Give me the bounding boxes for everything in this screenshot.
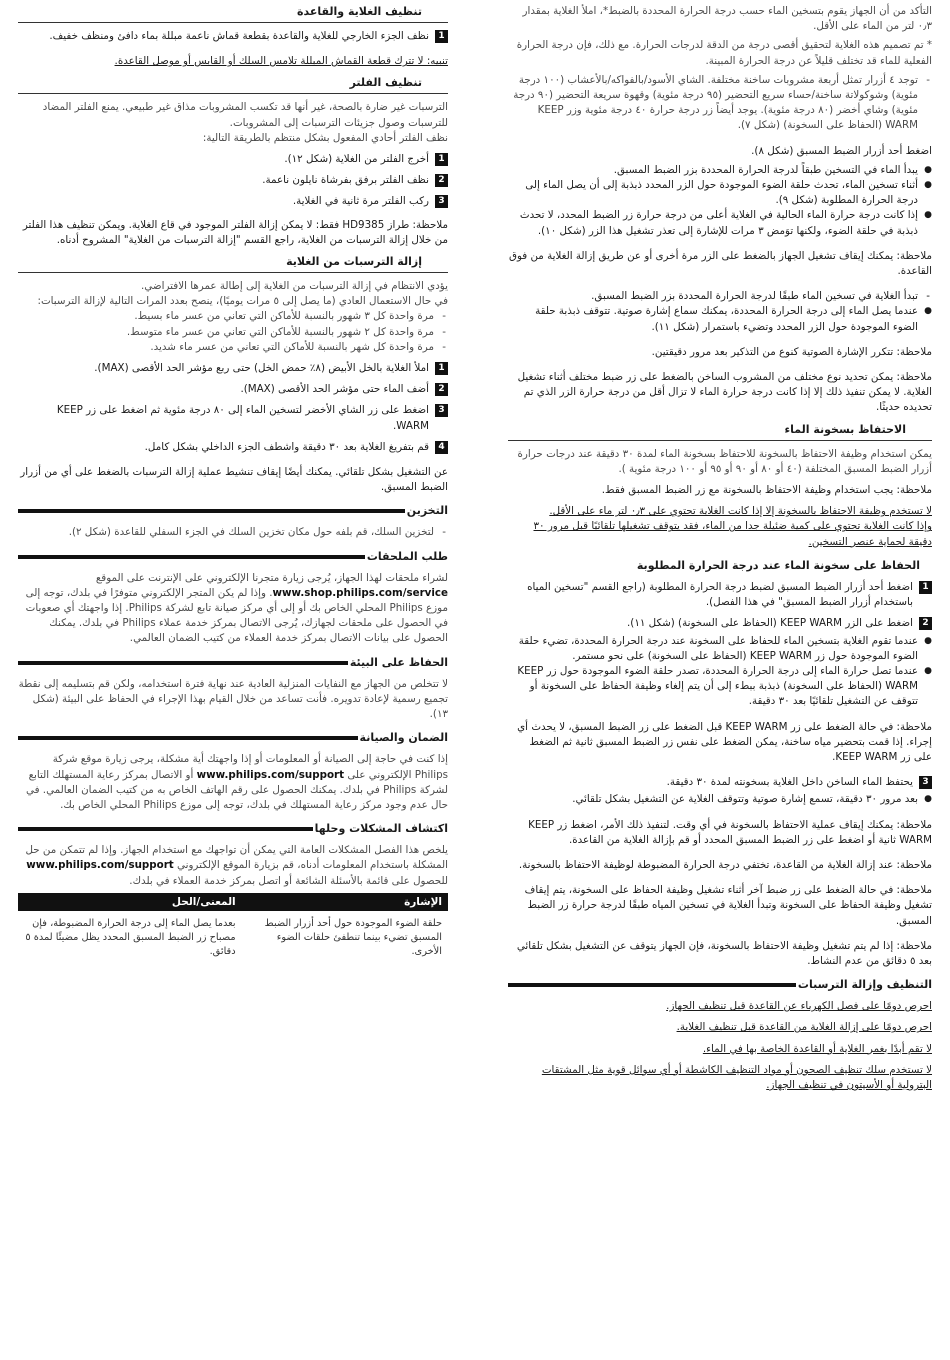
warning: لا تستخدم وظيفة الاحتفاظ بالسخونة إلا إذا كانت الغلاية تحتوي على ٠٫٣ لتر ماء على الأقل. xyxy=(549,505,932,518)
filter-intro: الترسبات غير ضارة بالصحة، غير أنها قد تكسب المشروبات مذاق غير طبيعي. يمنع الفلتر المضاد للترسبات وصول جزيئات الترسبات إلى المشروبات. نظف الفلتر أحادي المفعول بشكل منتظم بالطريقة التالية: xyxy=(42,101,448,144)
warning: لا تقم أبدًا بغمر الغلاية أو القاعدة الخاصة بها في الماء. xyxy=(702,1042,932,1055)
step-number: 2 xyxy=(435,174,448,187)
step-number: 3 xyxy=(919,776,932,789)
table-row xyxy=(18,911,448,965)
step-number: 2 xyxy=(435,383,448,396)
step-1 xyxy=(508,580,932,610)
environment-text: لا تتخلص من الجهاز مع النفايات المنزلية العادية عند نهاية فترة استخدامه، ولكن قم بتسليمه إلى نقطة تجميع رسمية لإعادة تدويره. فأنت تساعد من خلال القيام بهذا الإجراء في الحفاظ على البيئة (شكل ١٣). xyxy=(18,677,448,721)
step-number: 4 xyxy=(435,441,448,454)
note: ملاحظة: إذا لم يتم تشغيل وظيفة الاحتفاظ بالسخونة، فإن الجهاز يتوقف عن التشغيل بشكل تلقائي بعد ٥ دقائق من عدم النشاط. xyxy=(516,939,932,967)
warning: احرص دومًا على إزالة الغلاية من القاعدة قبل تنظيف الغلاية. xyxy=(676,1021,932,1034)
step-text: املأ الغلاية بالخل الأبيض (٨٪ حمض الخل) حتى ربع مؤشر الحد الأقصى (MAX). xyxy=(94,362,429,375)
note: ملاحظة: يجب استخدام وظيفة الاحتفاظ بالسخونة مع زر الضبط المسبق فقط. xyxy=(601,484,932,497)
list-item: - مرة واحدة كل شهر بالنسبة للأماكن التي تعاني من عسر ماء شديد. xyxy=(18,340,448,355)
descale-intro: يؤدي الانتظام في إزالة الترسبات من الغلاية إلى إطالة عمرها الافتراضي. في حال الاستعمال العادي (ما يصل إلى ٥ مرات يوميًا)، ينصح بعدد المرات التالية لإزالة الترسبات: xyxy=(37,280,448,308)
note: ملاحظة: في حالة الضغط على زر KEEP WARM قبل الضغط على زر الضبط المسبق، لا يحدث أي إجراء. إذا قمت بتحضير مياه ساخنة، يمكن الضغط على نفس زر الضبط المسبق ثانية ثم الضغط على زر KEEP WARM. xyxy=(517,720,932,763)
warranty-text xyxy=(18,752,448,813)
table-header: الإشارة xyxy=(242,893,448,911)
step-number: 1 xyxy=(919,581,932,594)
section-bar xyxy=(18,736,358,740)
step-number: 1 xyxy=(435,30,448,43)
step-text: أخرج الفلتر من الغلاية (شكل ١٢). xyxy=(284,153,429,166)
step-number: 2 xyxy=(919,617,932,630)
section-title-text: الحفاظ على البيئة xyxy=(349,655,448,669)
note: ملاحظة: يمكنك إيقاف تشغيل الجهاز بالضغط على الزر مرة أخرى أو عن طريق إزالة الغلاية من فوق القاعدة. xyxy=(508,249,932,278)
intro-note: * تم تصميم هذه الغلاية لتحقيق أقصى درجة من الدقة لدرجات الحرارة. مع ذلك، فإن درجة الحرارة الفعلية للماء قد تختلف قليلاً عن درجة الحرارة المبينة. xyxy=(516,39,932,67)
step-text: يحتفظ الماء الساخن داخل الغلاية بسخونته لمدة ٣٠ دقيقة. xyxy=(666,776,913,789)
troubleshooting-table xyxy=(18,893,448,965)
note: ملاحظة: يمكن تحديد نوع مختلف من المشروب الساخن بالضغط على زر ضبط مختلف أثناء تشغيل الغلاية. لا يمكن تنفيذ ذلك إلا إذا كانت درجة حرارة الماء لا تزال أقل من درجة حرارة الزر الذي تم تحديده حديثًا. xyxy=(517,371,932,414)
descale-step-2 xyxy=(18,382,448,397)
note: ملاحظة: تتكرر الإشارة الصوتية كنوع من التذكير بعد مرور دقيقتين. xyxy=(651,345,932,358)
step-text: اضغط على الزر KEEP WARM (الحفاظ على السخونة) (شكل ١١). xyxy=(627,617,913,630)
section-title-text: طلب الملحقات xyxy=(366,549,448,563)
section-title-storage xyxy=(18,503,448,519)
bullet-item: ● بعد مرور ٣٠ دقيقة، تسمع إشارة صوتية وتتوقف الغلاية عن التشغيل بشكل تلقائي. xyxy=(508,792,932,807)
troubleshooting-text-a: يلخص هذا الفصل المشكلات العامة التي يمكن أن تواجهك مع استخدام الجهاز. وإذا لم تتمكن من حل المشكلة باستخدام المعلومات أدناه، قم بزيارة الموقع الإلكتروني xyxy=(25,844,448,872)
bullet-item: ● إذا كانت درجة حرارة الماء الحالية في الغلاية أعلى من درجة حرارة زر الضبط المحدد، لا تحدث ذبذبة في حلقة الضوء، ولكنها توَمض ٣ مرات للإشارة إلى تعذر تشغيل هذا الزر (شكل ١٠). xyxy=(508,208,932,238)
warning: لا تستخدم سلك تنظيف الصحون أو مواد التنظيف الكاشطة أو أي سوائل قوية مثل المشتقات البترولية أو الأسيتون في تنظيف الجهاز. xyxy=(541,1063,932,1091)
descale-end: عن التشغيل بشكل تلقائي. يمكنك أيضًا إيقاف تنشيط عملية إزالة الترسبات بالضغط على أي من أزرار الضبط المسبق. xyxy=(20,466,448,494)
troubleshooting-text xyxy=(18,843,448,889)
keep-warm-intro: يمكن استخدام وظيفة الاحتفاظ بالسخونة للاحتفاظ بسخونة الماء لمدة ٣٠ دقيقة عند درجات حرارة أزرار الضبط المسبق المختلفة (٤٠ أو ٨٠ أو ٩٠ أو ٩٥ أو ١٠٠ درجة مئوية ). xyxy=(517,447,932,475)
section-title-warranty xyxy=(18,730,448,746)
accessories-text xyxy=(18,571,448,647)
section-title-text: التنظيف وإزالة الترسبات xyxy=(797,978,932,992)
bullet-item: ● يبدأ الماء في التسخين طبقاً لدرجة الحرارة المحددة بزر الضبط المسبق. xyxy=(508,163,932,178)
step-text: أضف الماء حتى مؤشر الحد الأقصى (MAX). xyxy=(240,383,429,396)
note: ملاحظة: طراز HD9385 فقط: لا يمكن إزالة الفلتر الموجود في قاع الغلاية. ويمكن تنظيف هذا الفلتر من خلال إزالة الترسبات من الغلاية، راجع القسم "إزالة الترسبات من الغلاية" المشروح أدناه. xyxy=(22,218,448,246)
section-title-text: التخزين xyxy=(406,504,448,518)
warning: احرص دومًا على فصل الكهرباء عن القاعدة قبل تنظيف الجهاز. xyxy=(666,1000,932,1013)
storage-item: - لتخزين السلك، قم بلفه حول مكان تخزين السلك في الجزء السفلي للقاعدة (شكل ٢). xyxy=(18,525,448,540)
table-cell: حلقة الضوء الموجودة حول أحد أزرار الضبط المسبق تضيء بينما تنطفئ حلقات الضوء الأخرى. xyxy=(264,917,442,957)
descale-step-3 xyxy=(18,403,448,433)
step-2 xyxy=(508,616,932,631)
note: ملاحظة: يمكنك إيقاف عملية الاحتفاظ بالسخونة في أي وقت. لتنفيذ ذلك الأمر، اضغط زر KEEP WARM ثانية أو اضغط على زر الضبط المسبق المحدد أو قم بإزالة الغلاية من القاعدة. xyxy=(528,818,932,846)
support-link[interactable]: www.philips.com/support xyxy=(26,859,174,872)
section-title-text: الضمان والصيانة xyxy=(359,731,448,745)
bullet-item: ● عندما يصل الماء إلى درجة الحرارة المحددة، يمكنك سماع إشارة صوتية. تتوقف ذبذبة حلقة الضوء الموجودة حول الزر المحدد وتضيء باستمرار (شكل ١١). xyxy=(508,304,932,334)
step-text: قم بتفريغ الغلاية بعد ٣٠ دقيقة واشطف الجزء الداخلي بشكل كامل. xyxy=(144,440,429,453)
list-item: - مرة واحدة كل ٣ شهور بالنسبة للأماكن التي تعاني من عسر ماء بسيط. xyxy=(18,309,448,324)
step-number: 1 xyxy=(435,153,448,166)
step-number: 3 xyxy=(435,404,448,417)
section-title-descale: إزالة الترسبات من الغلاية xyxy=(18,254,448,273)
section-title-environment xyxy=(18,655,448,671)
step-text: نظف الفلتر برفق بفرشاة نايلون ناعمة. xyxy=(262,174,429,187)
step-text: اضغط على زر الشاي الأخضر لتسخين الماء إلى ٨٠ درجة مئوية ثم اضغط على زر KEEP WARM. xyxy=(56,404,429,432)
section-title-troubleshooting xyxy=(18,821,448,837)
bullet-item: ● عندما تقوم الغلاية بتسخين الماء للحفاظ على السخونة عند درجة الحرارة المحددة، تضيء حلقة الضوء الموجودة حول زر KEEP WARM (الحفاظ على السخونة) على نحو مستمر. xyxy=(508,634,932,664)
warranty-text-b: أو الاتصال بمركز رعاية المستهلك التابع لشركة Philips في بلدك. يمكنك الحصول على رقم الهاتف الخاص به من كتيب الضمان العالمي. في حال عدم وجود مركز رعاية المستهلك في بلدك، توجه إلى موزع Philips المحلي الخاص بك. xyxy=(26,768,448,811)
clean-step-1 xyxy=(18,29,448,44)
warning: تنبيه: لا تترك قطعة القماش المبللة تلامس السلك أو القابس أو موصل القاعدة. xyxy=(114,55,448,68)
step-text: ركب الفلتر مرة ثانية في الغلاية. xyxy=(292,195,429,208)
step-text: نظف الجزء الخارجي للغلاية والقاعدة بقطعة قماش ناعمة مبللة بماء دافئ ومنظف خفيف. xyxy=(49,30,429,42)
section-title-clean-kettle: تنظيف الغلاية والقاعدة xyxy=(18,4,448,23)
bullet-item: ● أثناء تسخين الماء، تحدث حلقة الضوء الموجودة حول الزر المحدد ذبذبة إلى أن يصل الماء إلى درجة الحرارة المطلوبة (شكل ٩). xyxy=(508,178,932,208)
section-title-cleaning xyxy=(508,977,932,993)
bullet-item: - تبدأ الغلاية في تسخين الماء طبقًا لدرجة الحرارة المحددة بزر الضبط المسبق. xyxy=(508,289,932,304)
section-title-accessories xyxy=(18,549,448,565)
step-text: اضغط أحد أزرار الضبط المسبق لضبط درجة الحرارة المطلوبة (راجع القسم "تسخين المياه باستخدام أزرار الضبط المسبق" في هذا الفصل). xyxy=(527,580,913,609)
warning: وإذا كانت الغلاية تحتوي على كمية ضئيلة جدا من الماء، فقد يتوقف تشغيلها تلقائيًا قبل مرور ٣٠ دقيقة لحماية عنصر التسخين. xyxy=(533,520,932,548)
step-number: 1 xyxy=(435,362,448,375)
section-bar xyxy=(18,661,348,665)
filter-step-3 xyxy=(18,194,448,209)
left-column xyxy=(18,4,448,965)
intro-paragraph: التأكد من أن الجهاز يقوم بتسخين الماء حسب درجة الحرارة المحددة بالضبط*، املأ الغلاية بمقدار ٠٫٣ لتر من الماء على الأقل. xyxy=(522,5,932,33)
subsection-title: الحفاظ على سخونة الماء عند درجة الحرارة المطلوبة xyxy=(636,558,920,572)
list-item: - مرة واحدة كل ٢ شهور بالنسبة للأماكن التي تعاني من عسر ماء متوسط. xyxy=(18,325,448,340)
table-header: المعنى/الحل xyxy=(18,893,242,911)
shop-link[interactable]: www.shop.philips.com/service xyxy=(272,586,448,599)
section-title-text: اكتشاف المشكلات وحلها xyxy=(314,822,448,836)
bullet-item: ● عندما تصل حرارة الماء إلى درجة الحرارة المحددة، تصدر حلقة الضوء الموجودة حول زر KEEP WARM (الحفاظ على السخونة) ذبذبة ببطء إلى أن يتم إلغاء وظيفة الحفاظ على السخونة أو تتوقف عن التشغيل تلقائيًا بعد ٣٠ دقيقة. xyxy=(508,664,932,710)
note: ملاحظة: عند إزالة الغلاية من القاعدة، تختفي درجة الحرارة المضبوطة لوظيفة الاحتفاظ بالسخونة. xyxy=(518,858,932,871)
troubleshooting-text-b: للحصول على قائمة بالأسئلة الشائعة أو اتصل بمركز خدمة العملاء في بلدك. xyxy=(129,874,448,887)
table-header-row xyxy=(18,893,448,911)
section-title-keep-warm: الاحتفاظ بسخونة الماء xyxy=(508,422,932,441)
descale-step-4 xyxy=(18,440,448,455)
table-cell: بعدما يصل الماء إلى درجة الحرارة المضبوطة، فإن مصباح زر الضبط المسبق المحدد يظل مضيئًا لمدة ٥ دقائق. xyxy=(25,917,236,957)
accessories-text-a: لشراء ملحقات لهذا الجهاز، يُرجى زيارة متجرنا الإلكتروني على الإنترنت على الموقع xyxy=(95,571,448,584)
section-bar xyxy=(508,983,796,987)
section-bar xyxy=(18,509,405,513)
step-3 xyxy=(508,775,932,790)
step-number: 3 xyxy=(435,195,448,208)
right-column xyxy=(508,4,932,1093)
accessories-text-b: . وإذا لم يكن المتجر الإلكتروني متوفرًا في بلدك، توجه إلى موزع Philips المحلي الخاص بك أو إلى أي مركز صيانة تابع لشركة Philips. إذا واجهتك أي صعوبات في الحصول على ملحقات لجهازك، يُرجى الاتصال بمركز خدمة عملاء Philips في بلدك. يمكنك الحصول على بيانات الاتصال بمركز خدمة العملاء من كتيب الضمان العالمي. xyxy=(25,586,448,645)
press-preset-text: اضغط أحد أزرار الضبط المسبق (شكل ٨). xyxy=(751,144,932,157)
intro-buttons: - توجد ٤ أزرار تمثل أربعة مشروبات ساخنة مختلفة. الشاي الأسود/بالفواكه/بالأعشاب (١٠٠ درجة مئوية) وشوكولاتة ساخنة/حساء سريع التحضير (٩٥ درجة مئوية) وقهوة سريعة التحضير (٩٠ درجة مئوية) وشاي أخضر (٨٠ درجة مئوية). يوجد أيضاً زر درجة حرارة ٤٠ درجة مئوية وزر KEEP WARM (الحفاظ على السخونة) (شكل ٧). xyxy=(508,73,932,134)
note: ملاحظة: في حالة الضغط على زر ضبط آخر أثناء تشغيل وظيفة الحفاظ على السخونة، يتم إيقاف تشغيل وظيفة الحفاظ على السخونة وتبدأ الغلاية في تسخين المياه طبقًا لدرجة حرارة زر الضبط المسبق. xyxy=(524,884,932,927)
support-link[interactable]: www.philips.com/support xyxy=(196,768,345,781)
section-bar xyxy=(18,827,313,831)
warranty-text-a: إذا كنت في حاجة إلى الصيانة أو المعلومات أو إذا واجهتك أية مشكلة، يرجى زيارة موقع شركة Philips الإلكتروني على xyxy=(52,753,448,781)
descale-step-1 xyxy=(18,361,448,376)
filter-step-1 xyxy=(18,152,448,167)
filter-step-2 xyxy=(18,173,448,188)
section-title-filter: تنظيف الفلتر xyxy=(18,75,448,94)
section-bar xyxy=(18,555,365,559)
